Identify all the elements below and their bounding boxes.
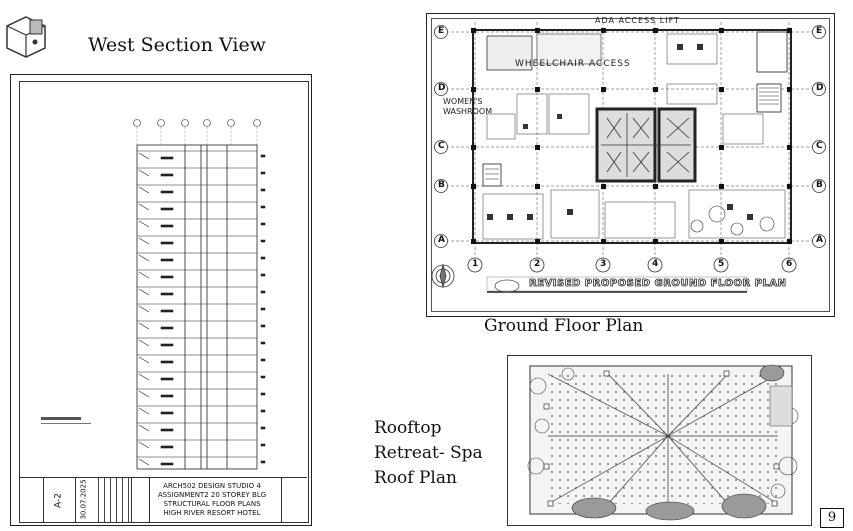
rooftop-caption-line3: Roof Plan bbox=[374, 468, 457, 488]
page-number: 9 bbox=[820, 508, 844, 528]
grid-row-B-left: B bbox=[438, 180, 445, 190]
grid-col-2: 2 bbox=[534, 259, 541, 269]
grid-row-D-left: D bbox=[438, 83, 446, 93]
grid-row-E-right: E bbox=[816, 26, 823, 36]
grid-col-1: 1 bbox=[472, 259, 479, 269]
title-block bbox=[19, 477, 307, 522]
sheet-name-text: STRUCTURAL FLOOR PLANS bbox=[163, 500, 261, 508]
grid-row-A-left: A bbox=[438, 235, 445, 245]
grid-col-3: 3 bbox=[600, 259, 607, 269]
ground-floor-plan-sheet bbox=[426, 13, 835, 317]
grid-row-E-left: E bbox=[438, 26, 445, 36]
plan-title: REVISED PROPOSED GROUND FLOOR PLAN bbox=[529, 278, 787, 289]
grid-col-4: 4 bbox=[652, 259, 659, 269]
wheelchair-label: WHEELCHAIR ACCESS bbox=[515, 59, 631, 69]
assignment-text: ASSIGNMENT2 20 STOREY BLG bbox=[157, 491, 267, 499]
grid-row-D-right: D bbox=[816, 83, 824, 93]
grid-row-A-right: A bbox=[816, 235, 823, 245]
grid-col-5: 5 bbox=[718, 259, 725, 269]
grid-row-C-left: C bbox=[438, 141, 445, 151]
roof-plan-drawing bbox=[508, 356, 811, 525]
west-section-title: West Section View bbox=[88, 34, 266, 56]
roof-plan-sheet bbox=[507, 355, 812, 526]
washroom-label-line2: WASHROOM bbox=[443, 107, 493, 116]
ada-lift-label: ADA ACCESS LIFT bbox=[595, 16, 680, 25]
course-text: ARCH502 DESIGN STUDIO 4 bbox=[163, 482, 261, 490]
grid-row-C-right: C bbox=[816, 141, 823, 151]
project-text: HIGH RIVER RESORT HOTEL bbox=[163, 509, 261, 517]
north-arrow-icon bbox=[432, 265, 454, 287]
cube-icon bbox=[4, 14, 48, 60]
sheet-number: A-2 bbox=[53, 493, 64, 508]
rooftop-caption-line2: Retreat- Spa bbox=[374, 443, 483, 463]
sheet-date: 30.07.2025 bbox=[79, 479, 88, 520]
section-drawing bbox=[131, 115, 281, 475]
rooftop-caption-line1: Rooftop bbox=[374, 418, 442, 438]
grid-row-B-right: B bbox=[816, 180, 823, 190]
west-section-sheet bbox=[10, 74, 312, 526]
ground-floor-caption: Ground Floor Plan bbox=[484, 316, 644, 336]
grid-col-6: 6 bbox=[786, 259, 793, 269]
washroom-label-line1: WOMEN'S bbox=[443, 97, 483, 106]
